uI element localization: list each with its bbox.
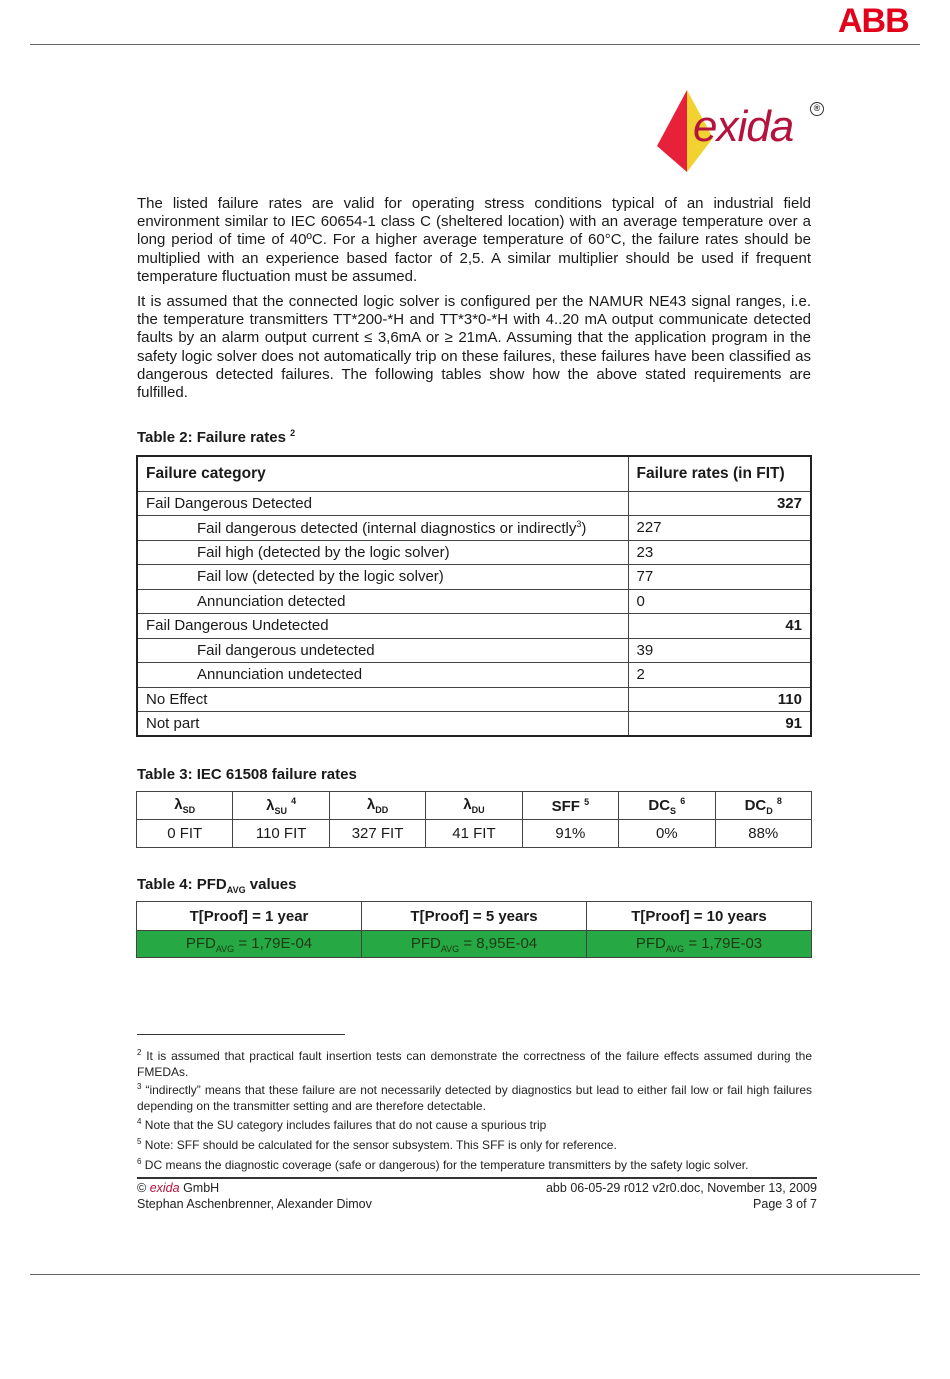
header-failure-rates: Failure rates (in FIT) <box>628 456 811 491</box>
value-sff: 91% <box>522 820 618 848</box>
header-proof-10-years: T[Proof] = 10 years <box>587 902 812 931</box>
header-lambda-su: $\lambda_{SU}$ $^4$ <box>233 792 329 820</box>
table-row <box>137 565 811 590</box>
assumption-paragraph: It is assumed that the connected logic solver is configured per the NAMUR NE43 signal ranges, i.e. the temperature transmitters TT*200-*H and TT*3*0-*H with 4..20 mA output communicate detected faults by an alarm output current ≤ 3,6mA or ≥ 21mA. Assuming that the application program in the safety logic solver does not automatically trip on these failures, these failures have been classified as dangerous detected failures. The following tables show how the above stated requirements are fulfilled. <box>137 293 811 402</box>
table-row <box>137 589 811 614</box>
table2-caption <box>137 428 295 446</box>
table-row <box>137 820 812 848</box>
row-value: 91 <box>628 712 811 737</box>
row-label: Fail dangerous detected (internal diagnostics or indirectly$^3$) <box>137 516 628 541</box>
table-header-row <box>137 792 812 820</box>
table-row <box>137 712 811 737</box>
table2-caption-footnote-ref: 2 <box>290 428 296 438</box>
row-value: 327 <box>628 491 811 516</box>
footnote-3: $^3$ “indirectly” means that these failure are not necessarily detected by diagnostics but lead to either fail low or fail high failures depending on the transmitter setting and are therefore detectable. <box>137 1082 812 1113</box>
value-lambda-du: 41 FIT <box>426 820 522 848</box>
authors: Stephan Aschenbrenner, Alexander Dimov <box>137 1196 372 1211</box>
row-value: 0 <box>628 589 811 614</box>
header-rule <box>30 44 920 45</box>
table-header-row <box>137 456 811 491</box>
footer-left <box>137 1181 372 1212</box>
registered-mark: ® <box>810 102 824 116</box>
iec61508-rates-table <box>136 791 812 848</box>
header-lambda-sd: $\lambda_{SD}$ <box>137 792 233 820</box>
table-row <box>137 931 812 958</box>
table2-caption-text: Table 2: Failure rates <box>137 429 286 446</box>
pfd-value-5-years: $PFD_{AVG} = 8,95E-04$ <box>362 931 587 958</box>
footnote-2: $^2$ It is assumed that practical fault insertion tests can demonstrate the correctness of the failure effects assumed during the FMEDAs. <box>137 1048 812 1079</box>
footnote-4: $^4$ Note that the SU category includes failures that do not cause a spurious trip <box>137 1117 547 1132</box>
table-row <box>137 614 811 639</box>
row-value: 227 <box>628 516 811 541</box>
table-row <box>137 687 811 712</box>
document-reference: abb 06-05-29 r012 v2r0.doc, November 13, 2009 <box>545 1181 817 1195</box>
value-dc-d: 88% <box>715 820 811 848</box>
exida-logo-text: exida <box>693 102 794 151</box>
copyright-line: © exida GmbH <box>137 1181 220 1195</box>
header-lambda-dd: $\lambda_{DD}$ <box>329 792 425 820</box>
pfd-avg-table <box>136 901 812 958</box>
table-row <box>137 491 811 516</box>
row-value: 39 <box>628 638 811 663</box>
table-row <box>137 516 811 541</box>
footnote-separator <box>137 1034 345 1035</box>
table-row <box>137 663 811 688</box>
value-lambda-dd: 327 FIT <box>329 820 425 848</box>
header-proof-5-years: T[Proof] = 5 years <box>362 902 587 931</box>
row-label: Annunciation detected <box>137 589 628 614</box>
row-label: Not part <box>137 712 628 737</box>
row-label: Fail high (detected by the logic solver) <box>137 540 628 565</box>
header-lambda-du: $\lambda_{DU}$ <box>426 792 522 820</box>
row-value: 2 <box>628 663 811 688</box>
footnote-5: $^5$ Note: SFF should be calculated for the sensor subsystem. This SFF is only for reference. <box>137 1137 617 1152</box>
row-value: 23 <box>628 540 811 565</box>
pfd-value-1-year: $PFD_{AVG} = 1,79E-04$ <box>137 931 362 958</box>
row-label: Fail low (detected by the logic solver) <box>137 565 628 590</box>
row-label: Fail Dangerous Undetected <box>137 614 628 639</box>
footnote-6: $^6$ DC means the diagnostic coverage (safe or dangerous) for the temperature transmitters by the safety logic solver. <box>137 1157 749 1172</box>
row-label: Fail Dangerous Detected <box>137 491 628 516</box>
row-value: 110 <box>628 687 811 712</box>
footnote-ref: 3 <box>576 518 582 529</box>
header-sff: SFF $^5$ <box>522 792 618 820</box>
failure-rates-table <box>136 455 812 737</box>
footer-right <box>470 1181 817 1212</box>
table-header-row <box>137 902 812 931</box>
page-number: Page 3 of 7 <box>753 1196 817 1211</box>
row-label: Fail dangerous undetected <box>137 638 628 663</box>
value-dc-s: 0% <box>619 820 715 848</box>
intro-paragraph: The listed failure rates are valid for operating stress conditions typical of an industrial field environment similar to IEC 60654-1 class C (sheltered location) with an average temperature over a long period of time of 40ºC. For a higher average temperature of 60°C, the failure rates should be multiplied with an experience based factor of 2,5. A similar multiplier should be used if frequent temperature fluctuation must be assumed. <box>137 195 811 285</box>
header-dc-s: $DC_S$ $^6$ <box>619 792 715 820</box>
row-label: Annunciation undetected <box>137 663 628 688</box>
table3-caption: Table 3: IEC 61508 failure rates <box>137 766 357 783</box>
table-row <box>137 638 811 663</box>
header-failure-category: Failure category <box>137 456 628 491</box>
row-value: 77 <box>628 565 811 590</box>
header-dc-d: $DC_D$ $^8$ <box>715 792 811 820</box>
row-value: 41 <box>628 614 811 639</box>
row-label: No Effect <box>137 687 628 712</box>
exida-logo <box>655 88 830 178</box>
table-row <box>137 540 811 565</box>
page-bottom-rule <box>30 1274 920 1275</box>
abb-logo: ABB <box>838 2 909 40</box>
value-lambda-sd: 0 FIT <box>137 820 233 848</box>
header-proof-1-year: T[Proof] = 1 year <box>137 902 362 931</box>
pfd-value-10-years: $PFD_{AVG} = 1,79E-03$ <box>587 931 812 958</box>
table4-caption: Table 4: $PFD_{AVG}$ values <box>137 876 297 895</box>
value-lambda-su: 110 FIT <box>233 820 329 848</box>
footer-rule <box>137 1177 817 1179</box>
